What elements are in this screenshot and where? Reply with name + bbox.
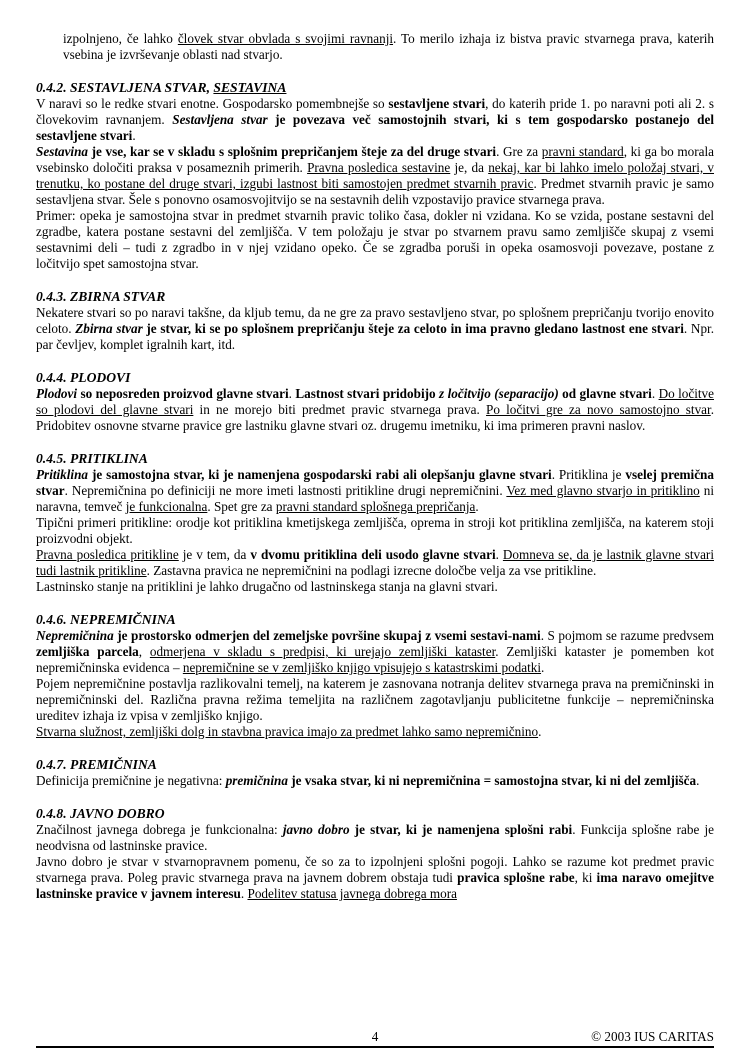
text-run: je vsaka stvar, ki ni nepremičnina = samostojna stvar, ki ni del zemljišča: [287, 773, 697, 788]
text-run: 0.4.6. NEPREMIČNINA: [36, 612, 176, 627]
text-run: , do katerih pride 1. po naravni poti ali 2. s človekovim ravnanjem.: [36, 96, 714, 127]
text-run: . S pojmom se razume predvsem: [540, 628, 714, 643]
text-run: Po ločitvi gre za novo samostojno stvar: [486, 402, 711, 417]
section-heading: [36, 79, 714, 96]
paragraph: [36, 96, 714, 144]
text-run: z ločitvijo (separacijo): [439, 386, 559, 401]
paragraph: [36, 579, 714, 595]
text-run: je prostorsko odmerjen del zemeljske površine skupaj z vsemi sestavi-nami: [113, 628, 541, 643]
text-run: . To merilo izhaja iz bistva pravic stvarnega prava, katerih vsebina je izvrševanje oblasti nad stvarjo.: [63, 31, 714, 62]
text-run: .: [495, 547, 503, 562]
text-run: in ne morejo biti predmet pravic stvarnega prava.: [193, 402, 487, 417]
text-run: zemljiška parcela: [36, 644, 139, 659]
text-run: . Gre za: [496, 144, 542, 159]
text-run: Sestavljena stvar: [172, 112, 268, 127]
paragraph: [36, 208, 714, 272]
text-run: v dvomu pritiklina deli usodo glavne stvari: [250, 547, 496, 562]
text-run: pravica splošne rabe: [457, 870, 575, 885]
text-run: Značilnost javnega dobrega je funkcionalna:: [36, 822, 283, 837]
text-run: Lastninsko stanje na pritiklini je lahko drugačno od lastninskega stanja na glavni stvari.: [36, 579, 498, 594]
text-run: je vse, kar se v skladu s splošnim prepričanjem šteje za del druge stvari: [88, 144, 497, 159]
text-run: .: [541, 660, 545, 675]
text-run: Do ločitve so plodovi del glavne stvari: [36, 386, 714, 417]
text-run: nepremičnine se v zemljiško knjigo vpisujejo s katastrskimi podatki: [182, 660, 542, 675]
text-run: odmerjena v skladu s predpisi, ki urejajo zemljiški kataster: [149, 644, 496, 659]
text-run: . Zemljiški kataster je pomemben kot nepremičninska evidenca –: [36, 644, 714, 675]
text-run: 0.4.8. JAVNO DOBRO: [36, 806, 165, 821]
text-run: 0.4.3. ZBIRNA STVAR: [36, 289, 166, 304]
text-run: SESTAVINA: [213, 80, 287, 95]
text-run: Nepremičnina: [36, 628, 114, 643]
text-run: je funkcionalna: [125, 499, 208, 514]
text-run: Zbirna stvar: [75, 321, 143, 336]
text-run: Pravna posledica pritikline: [36, 547, 179, 562]
text-run: vselej premična stvar: [36, 467, 714, 498]
text-run: Tipični primeri pritikline: orodje kot pritiklina kmetijskega zemljišča, oprema in stroji kot pritiklina zemljišča, na katerem stoji proizvodni objekt.: [36, 515, 714, 546]
text-run: sestavljene stvari: [388, 96, 486, 111]
text-run: Pojem nepremičnine postavlja razlikovalni temelj, na katerem je zasnovana notranja delitev stvarnega prava na premičninski in nepremičninski del. Različna pravna režima temeljita na različnem zagotavljanju publicitetne funkcije – nepremičninska ureditev izhaja iz vpisa v zemljiško knjigo.: [36, 676, 714, 723]
text-run: . Spet gre za: [207, 499, 276, 514]
text-run: so neposreden proizvod glavne stvari: [77, 386, 289, 401]
copyright-notice: © 2003 IUS CARITAS: [591, 1029, 714, 1044]
paragraph: [36, 724, 714, 740]
text-run: premičnina: [225, 773, 288, 788]
paragraph: [36, 467, 714, 515]
paragraph: [36, 31, 714, 63]
text-run: 0.4.7. PREMIČNINA: [36, 757, 157, 772]
text-run: pravni standard: [541, 144, 624, 159]
text-run: . Npr. par čevljev, komplet igralnih kart, itd.: [36, 321, 714, 352]
text-run: 0.4.2. SESTAVLJENA STVAR,: [36, 80, 214, 95]
text-run: . Nepremičnina po definiciji ne more imeti lastnosti pritikline drugi nepremičnini.: [64, 483, 507, 498]
paragraph: [36, 773, 714, 789]
text-run: je samostojna stvar, ki je namenjena gospodarski rabi ali olepšanju glavne stvari: [88, 467, 552, 482]
text-run: je stvar, ki se po splošnem prepričanju šteje za celoto in ima pravno gledano lastnost ene stvari: [142, 321, 684, 336]
text-run: je v tem, da: [178, 547, 251, 562]
text-run: .: [475, 499, 479, 514]
paragraph: [36, 822, 714, 854]
paragraph: [36, 144, 714, 208]
text-run: . Predmet stvarnih pravic je samo sestavljena stvar. Šele s ponovno osamosvojitvijo se na sestavnih delih vzpostavijo pravice stvarnega prava.: [36, 176, 714, 207]
text-run: ,: [138, 644, 150, 659]
text-run: je povezava več samostojnih stvari, ki s tem gospodarsko postanejo del sestavljene stvari: [36, 112, 714, 143]
text-run: Stvarna služnost, zemljiški dolg in stavbna pravica imajo za predmet lahko samo nepremičnino: [36, 724, 539, 739]
text-run: Lastnost stvari pridobijo: [295, 386, 440, 401]
text-run: Definicija premičnine je negativna:: [36, 773, 226, 788]
paragraph: [36, 854, 714, 902]
text-run: .: [696, 773, 700, 788]
text-run: je stvar, ki je namenjena splošni rabi: [349, 822, 573, 837]
text-run: .: [538, 724, 542, 739]
paragraph: [36, 386, 714, 434]
text-run: Javno dobro je stvar v stvarnopravnem pomenu, če so za to izpolnjeni splošni pogoji. Lahko se razume kot predmet pravic stvarnega prava. Poleg pravic stvarnega prava na javnem dobrem obstaja tudi: [36, 854, 714, 885]
text-run: je, da: [450, 160, 489, 175]
text-run: nekaj, kar bi lahko imelo položaj stvari, v trenutku, ko postane del druge stvari, izgubi lastnost biti samostojen predmet stvarnih pravic: [36, 160, 714, 191]
text-run: ni naravna, temveč: [36, 483, 714, 514]
text-run: javno dobro: [282, 822, 350, 837]
text-run: Primer: opeka je samostojna stvar in predmet stvarnih pravic toliko časa, dokler ni vzidana. Ko se vzida, postane sestavni del zgradbe, katera postane sestavni del zemljišča. V tem položaju je stvar po stvarnem pravu samo zemljišče skupaj z vsemi sestavnimi deli – tudi z zgradbo in v njej vzidano opeko. Če se zgradba poruši in opeka osamosvoji povezave, postane z ločitvijo spet samostojna stvar.: [36, 208, 714, 271]
paragraph: [36, 628, 714, 676]
text-run: Vez med glavno stvarjo in pritiklino: [506, 483, 700, 498]
page-footer: [36, 1029, 714, 1048]
text-run: .: [651, 386, 659, 401]
text-run: Pravna posledica sestavine: [307, 160, 451, 175]
text-run: Domneva se, da je lastnik glavne stvari tudi lastnik pritikline: [36, 547, 714, 578]
text-run: od glavne stvari: [558, 386, 652, 401]
text-run: , ki ga bo morala vsebinsko določiti praksa v posameznih primerih.: [36, 144, 714, 175]
text-run: pravni standard splošnega prepričanja: [275, 499, 476, 514]
section-heading: [36, 450, 714, 467]
document-content: [36, 31, 714, 1017]
section-heading: [36, 369, 714, 386]
paragraph: [36, 305, 714, 353]
paragraph: [36, 515, 714, 547]
text-run: . Pritiklina je: [551, 467, 626, 482]
text-run: 0.4.5. PRITIKLINA: [36, 451, 148, 466]
page-number: 4: [371, 1029, 379, 1044]
section-heading: [36, 611, 714, 628]
text-run: . Zastavna pravica ne nepremičnini na podlagi izrecne določbe velja za vse pritikline.: [146, 563, 597, 578]
text-run: Podelitev statusa javnega dobrega mora: [247, 886, 457, 901]
text-run: ima naravo omejitve lastninske pravice v javnem interesu: [36, 870, 714, 901]
text-run: Nekatere stvari so po naravi takšne, da kljub temu, da ne gre za pravo sestavljeno stvar, po splošnem prepričanju tvorijo enovito celoto.: [36, 305, 714, 336]
text-run: 0.4.4. PLODOVI: [36, 370, 131, 385]
text-run: .: [132, 128, 136, 143]
text-run: Pritiklina: [36, 467, 89, 482]
text-run: . Funkcija splošne rabe je neodvisna od lastninske pravice.: [36, 822, 714, 853]
text-run: izpolnjeno, če lahko: [63, 31, 178, 46]
text-run: človek stvar obvlada s svojimi ravnanji: [177, 31, 394, 46]
text-run: Plodovi: [36, 386, 78, 401]
text-run: , ki: [574, 870, 597, 885]
paragraph: [36, 676, 714, 724]
section-heading: [36, 288, 714, 305]
paragraph: [36, 547, 714, 579]
text-run: Sestavina: [36, 144, 89, 159]
text-run: V naravi so le redke stvari enotne. Gospodarsko pomembnejše so: [36, 96, 389, 111]
section-heading: [36, 805, 714, 822]
text-run: .: [240, 886, 248, 901]
text-run: .: [288, 386, 296, 401]
text-run: . Pridobitev osnovne stvarne pravice gre lastniku glavne stvari oz. drugemu imetniku, ki ima primeren pravni naslov.: [36, 402, 714, 433]
section-heading: [36, 756, 714, 773]
